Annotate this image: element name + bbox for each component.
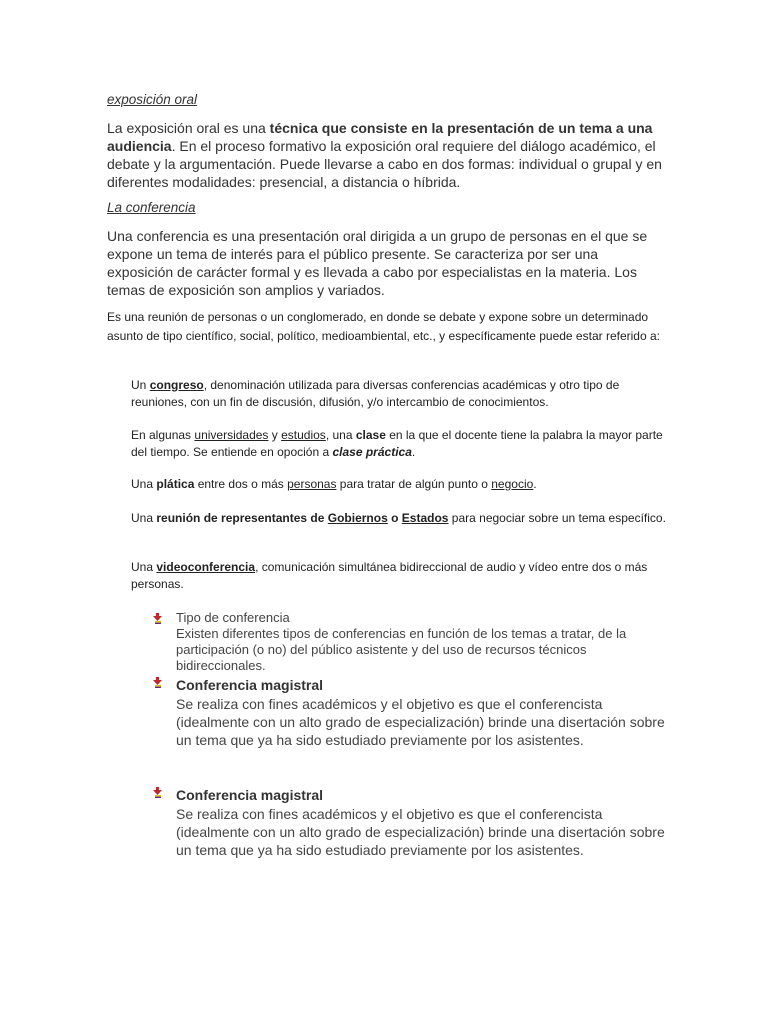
text-run: La exposición oral es una <box>107 120 270 136</box>
heading-exposicion-oral: exposición oral <box>107 92 198 107</box>
text-run: , una <box>325 428 356 442</box>
text-run: para tratar de algún punto o <box>336 477 492 491</box>
text-run: . <box>533 477 537 491</box>
link-personas[interactable]: personas <box>287 477 337 491</box>
bold-run: plática <box>156 477 195 491</box>
list-item-reunion-representantes <box>131 510 667 527</box>
bullet-title-conferencia-magistral-2: Conferencia magistral <box>176 787 324 803</box>
list-item-videoconferencia <box>131 559 667 593</box>
heading-la-conferencia: La conferencia <box>107 200 196 215</box>
bullet-tipo-de-conferencia <box>176 610 666 674</box>
text-run: Una <box>131 511 157 525</box>
paragraph-conferencia: Una conferencia es una presentación oral dirigida a un grupo de personas en el que se expone un tema de interés para el público presente. Se caracteriza por ser una exposición de carácter formal y es llevada a cabo por especialistas en la materia. Los temas de exposición son amplios y variados. <box>107 228 648 298</box>
arrow-bullet-icon <box>153 786 167 798</box>
bold-run: o <box>387 511 402 525</box>
arrow-bullet-icon <box>153 676 167 688</box>
text-run: , comunicación simultánea bidireccional de audio y vídeo entre dos o más personas. <box>131 560 648 591</box>
text-run: entre dos o más <box>194 477 288 491</box>
paragraph-reunion: Es una reunión de personas o un conglomerado, en donde se debate y expone sobre un determinado asunto de tipo científico, social, político, medioambiental, etc., y específicamente puede estar referido a: <box>107 310 660 343</box>
text-run: para negociar sobre un tema específico. <box>448 511 666 525</box>
list-item-congreso <box>131 377 667 411</box>
text-run: . En el proceso formativo la exposición oral requiere del diálogo académico, el debate y la argumentación. Puede llevarse a cabo en dos formas: individual o grupal y en diferentes modalidades: presencial, a distancia o híbrida. <box>107 138 662 190</box>
list-item-platica <box>131 476 667 493</box>
link-universidades[interactable]: universidades <box>194 428 269 442</box>
text-run: en la que el docente tiene la palabra la mayor parte del tiempo. Se entiende en opoción a <box>131 428 663 459</box>
text-run: Un <box>131 378 150 392</box>
link-estudios[interactable]: estudios <box>281 428 326 442</box>
bold-run: reunión de representantes de <box>156 511 328 525</box>
bullet-body: Existen diferentes tipos de conferencias en función de los temas a tratar, de la participación (o no) del público asistente y del uso de recursos técnicos bidireccionales. <box>176 626 627 673</box>
link-gobiernos[interactable]: Gobiernos <box>327 511 388 525</box>
arrow-bullet-icon <box>153 612 167 624</box>
link-estados[interactable]: Estados <box>401 511 449 525</box>
text-run: y <box>268 428 282 442</box>
text-run: , denominación utilizada para diversas conferencias académicas y otro tipo de reuniones, con un fin de discusión, difusión, y/o intercambio de conocimientos. <box>131 378 620 409</box>
link-negocio[interactable]: negocio <box>491 477 534 491</box>
text-run: Una <box>131 477 157 491</box>
bullet-body-conferencia-magistral-2: Se realiza con fines académicos y el objetivo es que el conferencista (idealmente con un alto grado de especialización) brinde una disertación sobre un tema que ya ha sido estudiado previamente por los asistentes. <box>176 806 665 858</box>
bold-italic-run: clase práctica <box>332 445 412 459</box>
text-run: . <box>411 445 416 459</box>
link-congreso[interactable]: congreso <box>149 378 204 392</box>
bold-run: clase <box>355 428 386 442</box>
list-item-clase <box>131 427 667 461</box>
text-run: En algunas <box>131 428 195 442</box>
paragraph-exposicion-oral <box>107 119 667 191</box>
link-videoconferencia[interactable]: videoconferencia <box>156 560 256 574</box>
bold-run: técnica que consiste en la presentación de un tema a una audiencia <box>107 120 653 154</box>
bullet-title-conferencia-magistral: Conferencia magistral <box>176 677 324 693</box>
bullet-body-conferencia-magistral: Se realiza con fines académicos y el objetivo es que el conferencista (idealmente con un alto grado de especialización) brinde una disertación sobre un tema que ya ha sido estudiado previamente por los asistentes. <box>176 696 665 748</box>
bullet-title: Tipo de conferencia <box>176 610 290 625</box>
text-run: Una <box>131 560 157 574</box>
